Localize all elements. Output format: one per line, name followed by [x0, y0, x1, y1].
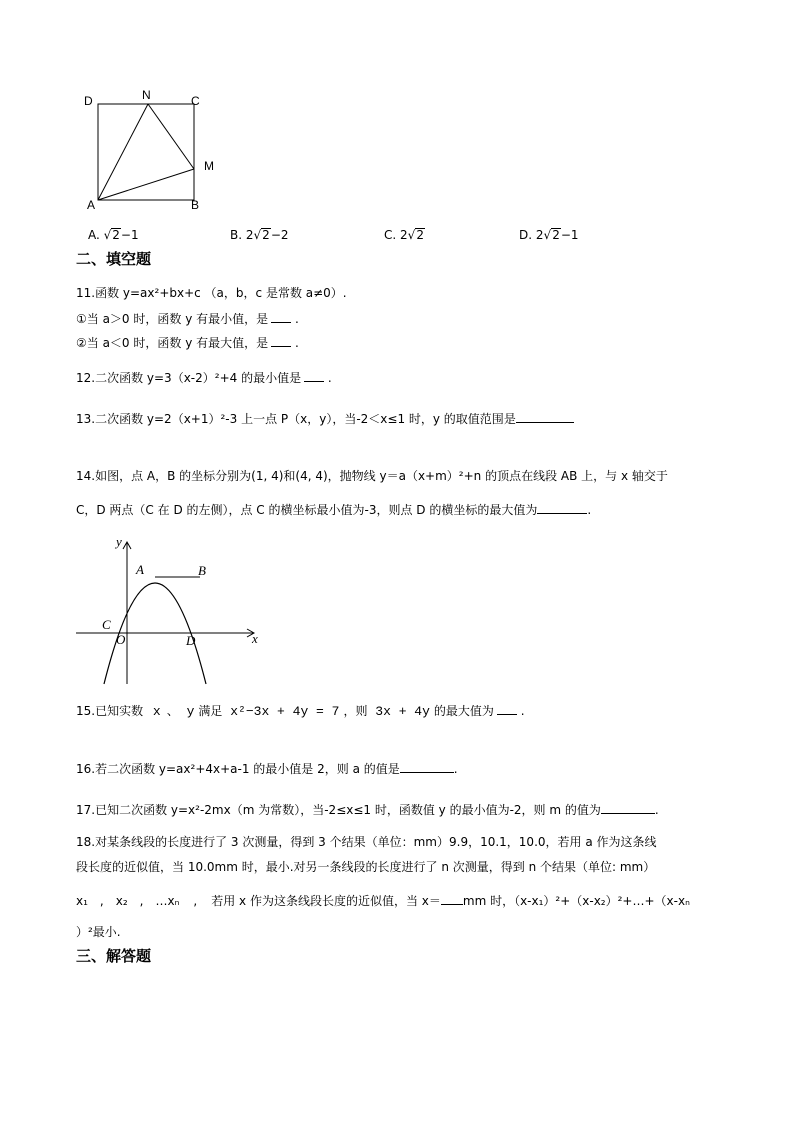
label-A: A [87, 198, 96, 212]
q11-intro: 11.函数 y=ax²+bx+c （a，b，c 是常数 a≠0）. [76, 286, 347, 300]
label-B: B [191, 198, 200, 212]
label-y: y [116, 534, 122, 549]
square-figure [78, 85, 228, 215]
label-x: x [252, 631, 258, 646]
q18-line1: 18.对某条线段的长度进行了 3 次测量，得到 3 个结果（单位：mm）9.9，10.1，10.0，若用 a 作为这条线 [76, 835, 657, 849]
label-M: M [204, 159, 214, 173]
q14-line2: C，D 两点（C 在 D 的左侧），点 C 的横坐标最小值为-3，则点 D 的横坐标的最大值为 . [76, 503, 592, 517]
q11-line1: ①当 a＞0 时，函数 y 有最小值，是 . [76, 312, 299, 326]
label-B2: B [198, 563, 206, 578]
label-O: O [116, 632, 126, 647]
option-d: D. 2√2−1 [519, 228, 579, 242]
label-C2: C [102, 617, 111, 632]
label-N: N [142, 88, 151, 102]
q11-line2: ②当 a＜0 时，函数 y 有最大值，是 . [76, 336, 299, 350]
label-A2: A [136, 562, 144, 577]
q17: 17.已知二次函数 y=x²-2mx（m 为常数），当-2≤x≤1 时，函数值 y 的最小值为-2，则 m 的值为 . [76, 803, 659, 817]
q16-blank [400, 760, 454, 773]
q15: 15.已知实数 x 、 y 满足 x²−3x + 4y = 7 ，则 3x + 4y 的最大值为 . [76, 704, 525, 719]
label-D: D [84, 94, 93, 108]
q18-line4: ）²最小. [76, 925, 121, 939]
segment-NM [148, 104, 194, 169]
q18-line3: x₁ , x₂ , …xₙ , 若用 x 作为这条线段长度的近似值，当 x＝ mm 时，（x-x₁）²+（x-x₂）²+…+（x-xₙ [76, 894, 690, 908]
option-c: C. 2√2 [384, 228, 424, 242]
parabola-figure [70, 532, 270, 692]
q12-blank [304, 369, 324, 382]
q18-line2: 段长度的近似值，当 10.0mm 时，最小.对另一条线段的长度进行了 n 次测量，得到 n 个结果（单位: mm） [76, 860, 656, 874]
q15-blank [497, 702, 517, 715]
q11-blank1 [271, 310, 291, 323]
label-D2: D [186, 633, 196, 648]
q18-blank [441, 892, 463, 905]
section-3-title: 三、解答题 [76, 947, 152, 965]
q12: 12.二次函数 y=3（x-2）²+4 的最小值是 . [76, 371, 332, 385]
q11-blank2 [271, 334, 291, 347]
q13-blank [516, 410, 574, 423]
option-b: B. 2√2−2 [230, 228, 289, 242]
segment-AM [98, 169, 194, 200]
q17-blank [601, 801, 655, 814]
q16: 16.若二次函数 y=ax²+4x+a-1 的最小值是 2，则 a 的值是 . [76, 762, 458, 776]
label-C: C [191, 94, 200, 108]
q13: 13.二次函数 y=2（x+1）²-3 上一点 P（x，y），当-2＜x≤1 时，y 的取值范围是 [76, 410, 574, 427]
q14-line1: 14.如图，点 A，B 的坐标分别为(1, 4)和(4, 4)，抛物线 y＝a（x+m）²+n 的顶点在线段 AB 上，与 x 轴交于 [76, 469, 668, 483]
segment-AN [98, 104, 148, 200]
q14-blank [537, 501, 587, 514]
option-a: A. √2−1 [88, 228, 139, 242]
section-2-title: 二、填空题 [76, 250, 152, 268]
square-outline [98, 104, 194, 200]
